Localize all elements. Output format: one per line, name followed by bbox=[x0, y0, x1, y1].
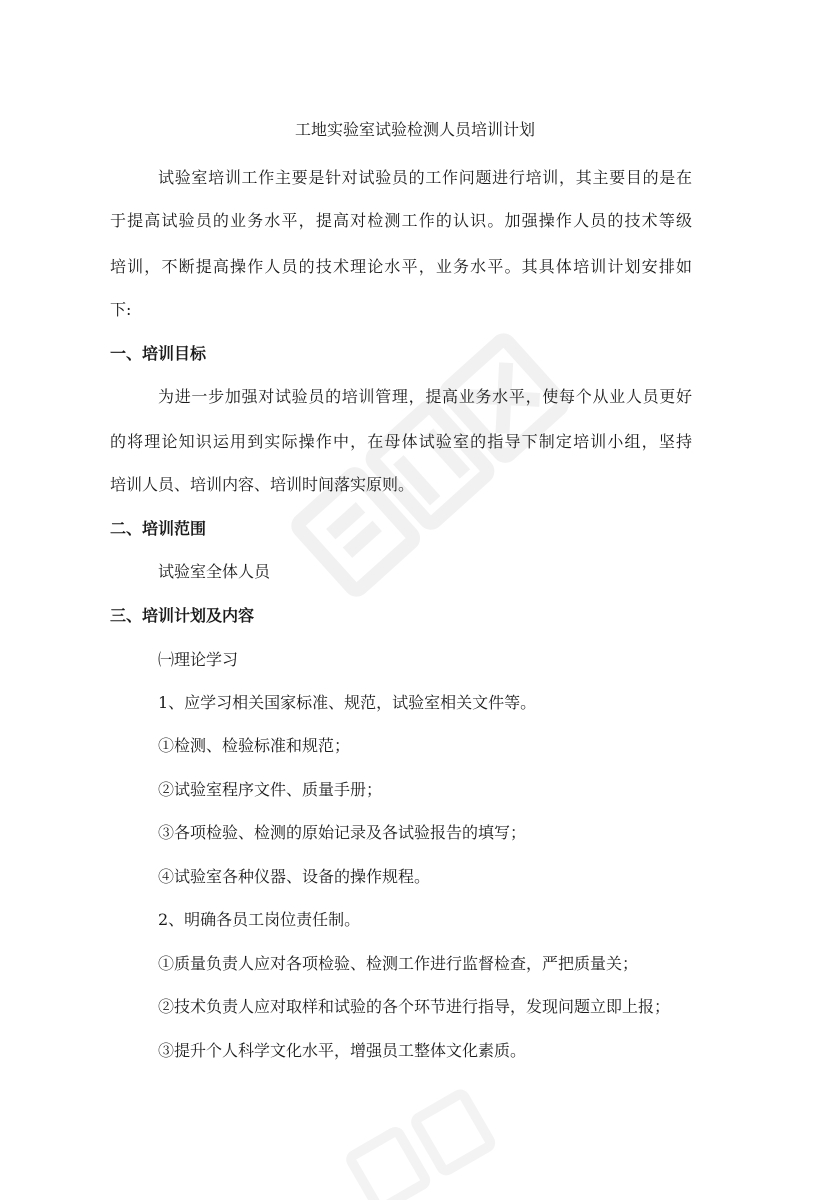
goals-line-2: 的将理论知识运用到实际操作中，在母体试验室的指导下制定培训小组，坚持 bbox=[110, 432, 692, 451]
plan-item-1: 1、应学习相关国家标准、规范，试验室相关文件等。 bbox=[158, 693, 537, 712]
plan-item-1-sub-2: ②试验室程序文件、质量手册； bbox=[158, 780, 383, 799]
watermark-logo-bottom bbox=[330, 1080, 510, 1200]
plan-item-1-sub-3: ③各项检验、检测的原始记录及各试验报告的填写； bbox=[158, 823, 527, 842]
goals-line-1: 为进一步加强对试验员的培训管理，提高业务水平，使每个从业人员更好 bbox=[158, 387, 692, 406]
intro-line-4: 下: bbox=[110, 300, 132, 319]
goals-line-3: 培训人员、培训内容、培训时间落实原则。 bbox=[110, 475, 415, 494]
scope-text: 试验室全体人员 bbox=[158, 562, 271, 581]
page-title: 工地实验室试验检测人员培训计划 bbox=[294, 120, 535, 139]
plan-item-2-sub-2: ②技术负责人应对取样和试验的各个环节进行指导，发现问题立即上报； bbox=[158, 997, 671, 1016]
plan-item-2: 2、明确各员工岗位责任制。 bbox=[158, 910, 361, 929]
intro-line-3: 培训，不断提高操作人员的技术理论水平，业务水平。其具体培训计划安排如 bbox=[110, 257, 692, 276]
watermark-logo bbox=[265, 300, 595, 630]
section-heading-scope: 二、培训范围 bbox=[110, 519, 207, 538]
plan-item-2-sub-1: ①质量负责人应对各项检验、检测工作进行监督检查，严把质量关； bbox=[158, 954, 639, 973]
intro-line-2: 于提高试验员的业务水平，提高对检测工作的认识。加强操作人员的技术等级 bbox=[110, 211, 692, 230]
section-heading-plan: 三、培训计划及内容 bbox=[110, 606, 255, 625]
section-heading-goals: 一、培训目标 bbox=[110, 344, 207, 363]
plan-subheading: ㈠理论学习 bbox=[158, 650, 239, 669]
plan-item-2-sub-3: ③提升个人科学文化水平，增强员工整体文化素质。 bbox=[158, 1041, 527, 1060]
plan-item-1-sub-4: ④试验室各种仪器、设备的操作规程。 bbox=[158, 867, 431, 886]
plan-item-1-sub-1: ①检测、检验标准和规范； bbox=[158, 736, 351, 755]
intro-line-1: 试验室培训工作主要是针对试验员的工作问题进行培训，其主要目的是在 bbox=[158, 168, 692, 187]
